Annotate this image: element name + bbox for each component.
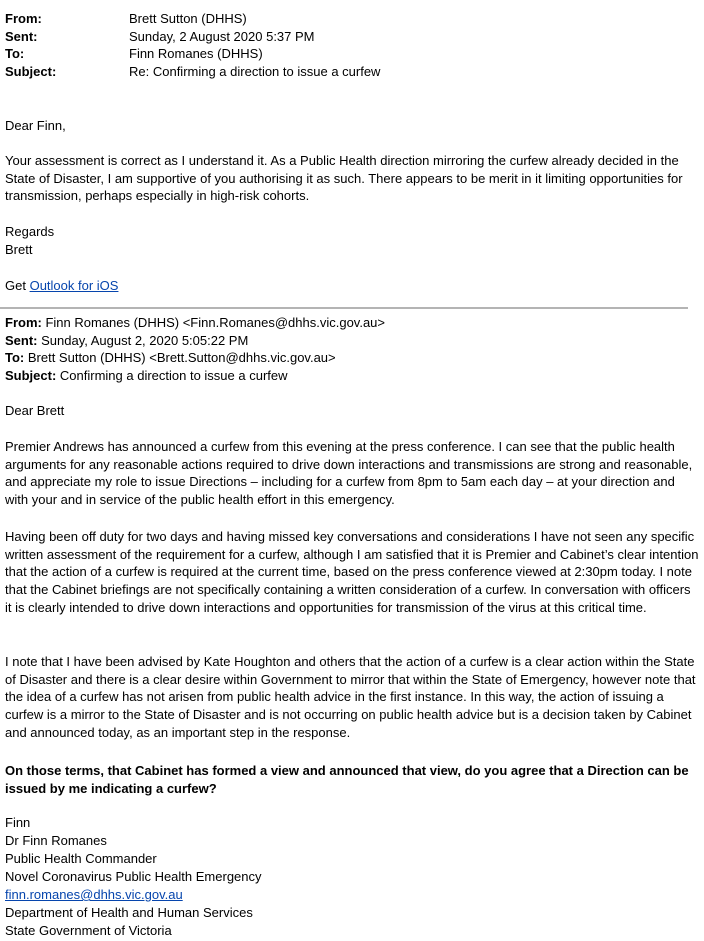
original-sent-row: [5, 332, 700, 350]
to-value: Finn Romanes (DHHS): [129, 46, 263, 62]
signature-role: Public Health Commander: [5, 851, 157, 866]
original-to-value: Brett Sutton (DHHS) <Brett.Sutton@dhhs.vic.gov.au>: [24, 350, 336, 366]
outlook-for-ios-link[interactable]: Outlook for iOS: [29, 278, 119, 293]
original-from-row: [5, 314, 700, 332]
original-sent-label: Sent:: [5, 332, 38, 348]
reply-header: [5, 10, 380, 81]
original-from-label: From:: [5, 315, 42, 330]
sent-label: Sent:: [5, 28, 38, 44]
reply-from-row: [5, 10, 380, 28]
subject-label: Subject:: [5, 64, 57, 80]
original-paragraph-2: Having been off duty for two days and having missed key conversations and considerations I have not seen any specific written assessment of the requirement for a curfew, although I am satisfied that it is Premier and Cabinet’s clear intention that the action of a curfew is required at the current time, based on the press conference viewed at 2:30pm today. I note that the Cabinet briefings are not specifically containing a written consideration of a curfew. In conversation with officers it is clearly intended to drive down interactions and opportunities for transmission of the virus at this critical time.: [5, 529, 699, 615]
original-subject-label: Subject:: [5, 368, 57, 384]
original-to-row: [5, 349, 700, 367]
original-subject-row: [5, 367, 700, 385]
message-divider: [0, 307, 688, 309]
signature-email-link[interactable]: finn.romanes@dhhs.vic.gov.au: [5, 887, 183, 902]
reply-subject-row: [5, 63, 380, 81]
from-label: From:: [5, 11, 42, 26]
signature-email-line: [5, 886, 700, 904]
reply-signoff-name: Brett: [5, 242, 33, 257]
signature-short-name: Finn: [5, 815, 31, 830]
outlook-line: [5, 277, 700, 295]
from-value: Brett Sutton (DHHS): [129, 11, 247, 26]
reply-greeting: Dear Finn,: [5, 118, 66, 133]
reply-sent-row: [5, 28, 380, 46]
signature-government: State Government of Victoria: [5, 923, 172, 938]
signature-department: Department of Health and Human Services: [5, 905, 253, 920]
reply-paragraph: Your assessment is correct as I understand it. As a Public Health direction mirroring the curfew already decided in the State of Disaster, I am supportive of you authorising it as such. There appears to be merit in it limiting opportunities for transmission, perhaps especially in high-risk cohorts.: [5, 153, 683, 204]
signature-full-name: Dr Finn Romanes: [5, 833, 107, 848]
original-subject-value: Confirming a direction to issue a curfew: [56, 368, 288, 384]
outlook-prefix: Get: [5, 278, 30, 293]
original-paragraph-3: I note that I have been advised by Kate Houghton and others that the action of a curfew is a clear action within the State of Disaster and there is a clear desire within Government to mirror that within the State of Emergency, however note that the idea of a curfew has not arisen from public health advice in the first instance. In this way, the action of issuing a curfew is a mirror to the State of Disaster and is not occurring on public health advice but is a decision taken by Cabinet and announced today, as an important step in the response.: [5, 654, 696, 740]
sent-value: Sunday, 2 August 2020 5:37 PM: [129, 28, 315, 44]
original-to-label: To:: [5, 350, 25, 366]
to-label: To:: [5, 46, 25, 62]
subject-value: Re: Confirming a direction to issue a curfew: [129, 64, 381, 80]
original-from-value: Finn Romanes (DHHS) <Finn.Romanes@dhhs.vic.gov.au>: [41, 315, 385, 330]
signature-emergency: Novel Coronavirus Public Health Emergency: [5, 869, 262, 884]
original-question: On those terms, that Cabinet has formed a view and announced that view, do you agree that a Direction can be issued by me indicating a curfew?: [5, 763, 689, 796]
reply-regards: Regards: [5, 224, 55, 239]
original-header: [5, 314, 700, 385]
original-sent-value: Sunday, August 2, 2020 5:05:22 PM: [37, 332, 249, 348]
reply-to-row: [5, 45, 380, 63]
signature-block: [5, 814, 700, 940]
original-paragraph-1: Premier Andrews has announced a curfew from this evening at the press conference. I can see that the public health arguments for any reasonable actions required to drive down interactions and transmissions are strong and reasonable, and appreciate my role to issue Directions – including for a curfew from 8pm to 5am each day – at your direction and with your and in service of the public health effort in this emergency.: [5, 439, 693, 508]
original-greeting: Dear Brett: [5, 403, 65, 418]
